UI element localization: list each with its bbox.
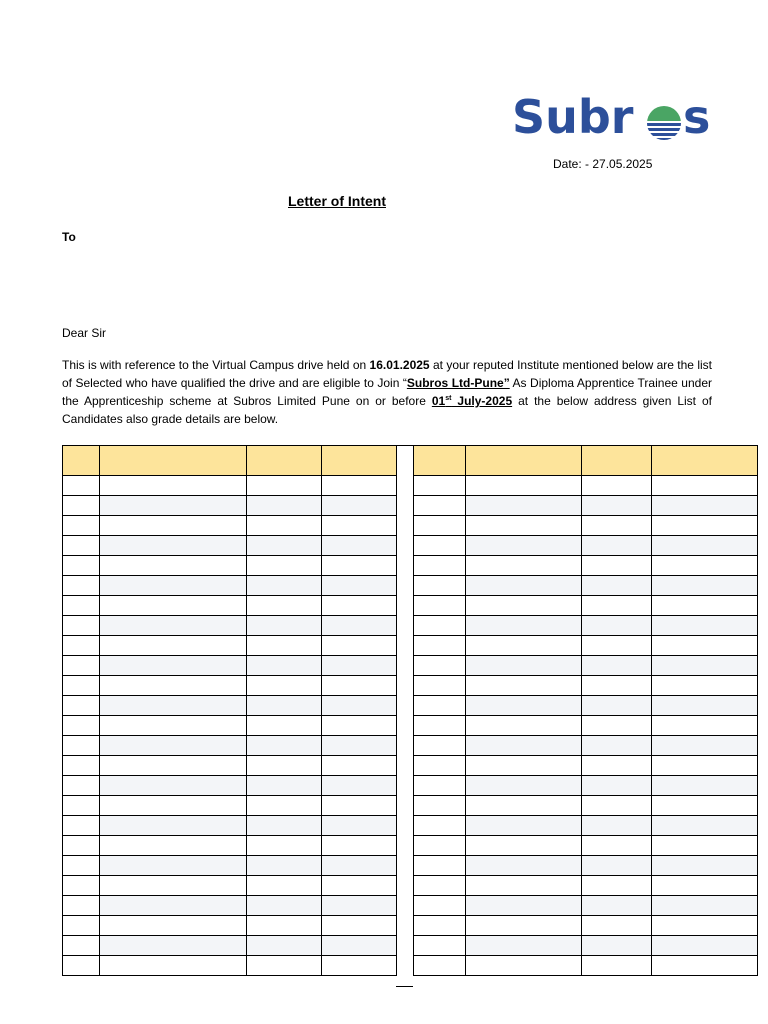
- right-table-cell: [652, 956, 758, 976]
- logo-wordmark-prefix: Subr: [512, 90, 634, 144]
- left-table-cell: [247, 776, 322, 796]
- left-table-cell: [247, 676, 322, 696]
- joining-date: [432, 394, 512, 408]
- left-table-cell: [247, 696, 322, 716]
- table-row: [63, 936, 397, 956]
- right-table-cell: [652, 776, 758, 796]
- right-table-cell: [652, 576, 758, 596]
- right-header-cell: [652, 446, 758, 476]
- right-table-cell: [652, 836, 758, 856]
- table-row: [63, 616, 397, 636]
- table-row: [63, 696, 397, 716]
- right-table-cell: [414, 776, 466, 796]
- para-text-3: As Diploma Apprentice Trainee under the Apprenticeship scheme at Subros Limited Pune on or before: [62, 376, 712, 408]
- table-row: [414, 776, 758, 796]
- left-table-cell: [100, 676, 247, 696]
- table-row: [414, 896, 758, 916]
- right-table-cell: [652, 936, 758, 956]
- left-table-cell: [322, 736, 397, 756]
- right-table-cell: [414, 836, 466, 856]
- right-table-cell: [582, 916, 652, 936]
- left-table-cell: [322, 676, 397, 696]
- left-table-cell: [247, 856, 322, 876]
- letter-date: Date: - 27.05.2025: [553, 157, 653, 171]
- left-table-cell: [63, 816, 100, 836]
- right-table-cell: [466, 536, 582, 556]
- right-table-cell: [582, 696, 652, 716]
- right-table-cell: [652, 556, 758, 576]
- table-row: [63, 756, 397, 776]
- right-table-cell: [652, 816, 758, 836]
- body-paragraph: [62, 356, 712, 428]
- table-row: [414, 556, 758, 576]
- table-row: [414, 796, 758, 816]
- table-row: [63, 736, 397, 756]
- left-table-cell: [63, 736, 100, 756]
- right-table-cell: [652, 756, 758, 776]
- left-table-cell: [63, 776, 100, 796]
- logo-o-icon: [645, 104, 683, 142]
- left-table-cell: [322, 596, 397, 616]
- table-row: [63, 916, 397, 936]
- left-table-cell: [100, 596, 247, 616]
- table-row: [414, 876, 758, 896]
- left-table-cell: [100, 816, 247, 836]
- left-table-cell: [63, 876, 100, 896]
- left-table-cell: [322, 816, 397, 836]
- table-row: [63, 656, 397, 676]
- right-table-cell: [582, 776, 652, 796]
- right-table-cell: [414, 756, 466, 776]
- table-row: [414, 576, 758, 596]
- right-table-cell: [582, 716, 652, 736]
- salutation: Dear Sir: [62, 326, 107, 340]
- left-table-cell: [100, 776, 247, 796]
- left-table-cell: [247, 716, 322, 736]
- left-header-cell: [100, 446, 247, 476]
- left-table-cell: [100, 656, 247, 676]
- left-table-cell: [322, 636, 397, 656]
- left-table-cell: [100, 716, 247, 736]
- table-row: [63, 576, 397, 596]
- right-table-cell: [466, 696, 582, 716]
- left-table-cell: [100, 696, 247, 716]
- right-table-cell: [466, 776, 582, 796]
- left-table-cell: [322, 716, 397, 736]
- right-table-cell: [652, 796, 758, 816]
- left-table-cell: [247, 796, 322, 816]
- left-table-cell: [247, 596, 322, 616]
- table-row: [63, 556, 397, 576]
- right-table-cell: [414, 476, 466, 496]
- left-table-cell: [100, 476, 247, 496]
- table-row: [63, 496, 397, 516]
- left-table-cell: [322, 616, 397, 636]
- table-row: [63, 776, 397, 796]
- table-row: [414, 696, 758, 716]
- left-table-cell: [63, 536, 100, 556]
- left-table-cell: [247, 656, 322, 676]
- left-table-cell: [63, 696, 100, 716]
- page-title: Letter of Intent: [288, 193, 386, 209]
- right-table-cell: [582, 616, 652, 636]
- right-table-cell: [652, 596, 758, 616]
- left-table-cell: [100, 616, 247, 636]
- right-table-cell: [466, 516, 582, 536]
- left-table-cell: [247, 916, 322, 936]
- left-table-cell: [63, 956, 100, 976]
- right-table-cell: [652, 876, 758, 896]
- left-table-cell: [100, 536, 247, 556]
- right-table-cell: [582, 796, 652, 816]
- right-table-cell: [652, 896, 758, 916]
- table-row: [414, 956, 758, 976]
- right-table-cell: [414, 676, 466, 696]
- left-table-cell: [100, 856, 247, 876]
- table-row: [414, 476, 758, 496]
- left-table-cell: [322, 556, 397, 576]
- right-table-cell: [466, 596, 582, 616]
- table-row: [63, 476, 397, 496]
- left-table-cell: [247, 836, 322, 856]
- table-row: [414, 936, 758, 956]
- left-table-cell: [100, 796, 247, 816]
- table-header-row: [414, 446, 758, 476]
- left-table-cell: [63, 476, 100, 496]
- left-table-cell: [100, 836, 247, 856]
- table-row: [414, 496, 758, 516]
- right-table-cell: [414, 956, 466, 976]
- right-table-cell: [582, 576, 652, 596]
- table-row: [414, 596, 758, 616]
- join-day: 01: [431, 394, 446, 408]
- table-row: [63, 536, 397, 556]
- right-table-cell: [414, 656, 466, 676]
- right-table-cell: [414, 876, 466, 896]
- right-table-cell: [466, 956, 582, 976]
- right-table-cell: [582, 856, 652, 876]
- table-row: [414, 536, 758, 556]
- table-row: [414, 516, 758, 536]
- left-table-cell: [63, 856, 100, 876]
- right-table-cell: [414, 576, 466, 596]
- left-table-cell: [63, 616, 100, 636]
- right-table-cell: [466, 876, 582, 896]
- right-table-cell: [652, 616, 758, 636]
- right-table-cell: [466, 576, 582, 596]
- left-header-cell: [322, 446, 397, 476]
- right-table-cell: [466, 856, 582, 876]
- logo-wordmark-suffix: s: [683, 90, 711, 144]
- right-table-cell: [466, 496, 582, 516]
- table-row: [414, 836, 758, 856]
- table-row: [414, 656, 758, 676]
- right-table-cell: [466, 756, 582, 776]
- right-table-cell: [466, 716, 582, 736]
- left-table-cell: [100, 876, 247, 896]
- table-row: [414, 756, 758, 776]
- right-table-cell: [466, 676, 582, 696]
- right-table-cell: [414, 796, 466, 816]
- right-table-cell: [652, 656, 758, 676]
- right-table-cell: [582, 896, 652, 916]
- left-table-cell: [322, 856, 397, 876]
- table-row: [63, 856, 397, 876]
- right-table-cell: [582, 816, 652, 836]
- left-table-cell: [63, 576, 100, 596]
- left-table-cell: [247, 496, 322, 516]
- candidate-table-right: [413, 445, 758, 976]
- right-table-cell: [466, 916, 582, 936]
- left-table-cell: [247, 956, 322, 976]
- left-table-cell: [322, 536, 397, 556]
- left-table-cell: [322, 836, 397, 856]
- right-table-cell: [414, 896, 466, 916]
- left-table-cell: [322, 696, 397, 716]
- right-table-cell: [582, 596, 652, 616]
- to-label: To: [62, 230, 76, 244]
- left-table-cell: [322, 496, 397, 516]
- right-header-cell: [414, 446, 466, 476]
- left-table-cell: [100, 636, 247, 656]
- table-row: [63, 796, 397, 816]
- right-table-cell: [414, 936, 466, 956]
- table-row: [63, 896, 397, 916]
- right-table-cell: [414, 696, 466, 716]
- left-table-cell: [247, 536, 322, 556]
- right-table-cell: [414, 816, 466, 836]
- table-row: [63, 516, 397, 536]
- right-table-cell: [414, 596, 466, 616]
- left-table-cell: [247, 816, 322, 836]
- left-table-cell: [247, 876, 322, 896]
- left-table-cell: [247, 476, 322, 496]
- left-table-cell: [100, 916, 247, 936]
- right-table-cell: [652, 496, 758, 516]
- right-table-cell: [582, 876, 652, 896]
- table-row: [63, 836, 397, 856]
- left-table-cell: [322, 516, 397, 536]
- table-row: [414, 716, 758, 736]
- left-table-cell: [322, 956, 397, 976]
- left-table-cell: [100, 516, 247, 536]
- table-row: [63, 596, 397, 616]
- table-row: [63, 956, 397, 976]
- right-table-cell: [466, 936, 582, 956]
- left-table-cell: [247, 556, 322, 576]
- right-table-cell: [652, 856, 758, 876]
- left-header-cell: [247, 446, 322, 476]
- left-table-cell: [322, 756, 397, 776]
- left-table-cell: [63, 556, 100, 576]
- right-table-cell: [414, 616, 466, 636]
- left-table-cell: [63, 676, 100, 696]
- right-table-cell: [582, 836, 652, 856]
- left-table-cell: [63, 656, 100, 676]
- left-table-cell: [247, 756, 322, 776]
- para-text-4: at the below address given List of Candidates also grade details are below.: [62, 394, 712, 426]
- left-table-cell: [100, 736, 247, 756]
- right-table-cell: [582, 536, 652, 556]
- right-table-cell: [414, 856, 466, 876]
- right-table-cell: [652, 476, 758, 496]
- join-month-year: July-2025: [451, 394, 513, 408]
- right-table-cell: [582, 936, 652, 956]
- table-row: [414, 616, 758, 636]
- left-table-cell: [247, 616, 322, 636]
- drive-date: 16.01.2025: [369, 358, 430, 372]
- left-table-cell: [63, 916, 100, 936]
- left-table-cell: [100, 896, 247, 916]
- table-row: [63, 636, 397, 656]
- right-table-cell: [652, 916, 758, 936]
- para-text-2: at your reputed Institute mentioned below are the list of Selected who have qualified the drive and are eligible to Join “: [62, 358, 712, 390]
- right-table-cell: [414, 636, 466, 656]
- left-table-cell: [247, 516, 322, 536]
- left-table-cell: [100, 556, 247, 576]
- para-text-1: This is with reference to the Virtual Campus drive held on: [62, 358, 370, 372]
- right-table-cell: [652, 696, 758, 716]
- table-row: [414, 816, 758, 836]
- join-day-suffix: st: [445, 395, 452, 402]
- right-table-cell: [582, 476, 652, 496]
- right-table-cell: [466, 656, 582, 676]
- left-table-cell: [100, 756, 247, 776]
- subros-logo: [512, 90, 716, 146]
- right-header-cell: [466, 446, 582, 476]
- left-table-cell: [63, 636, 100, 656]
- right-table-cell: [466, 736, 582, 756]
- right-table-cell: [466, 896, 582, 916]
- right-table-cell: [414, 716, 466, 736]
- table-row: [414, 636, 758, 656]
- table-divider: [396, 445, 413, 987]
- right-table-cell: [466, 616, 582, 636]
- table-row: [414, 856, 758, 876]
- right-table-cell: [466, 796, 582, 816]
- left-table-cell: [100, 576, 247, 596]
- left-table-cell: [322, 576, 397, 596]
- left-table-cell: [63, 936, 100, 956]
- right-table-cell: [582, 676, 652, 696]
- left-table-cell: [322, 876, 397, 896]
- right-table-cell: [652, 676, 758, 696]
- right-table-cell: [414, 736, 466, 756]
- left-table-cell: [247, 636, 322, 656]
- left-table-cell: [63, 596, 100, 616]
- left-table-cell: [63, 796, 100, 816]
- left-table-cell: [63, 716, 100, 736]
- right-table-cell: [652, 736, 758, 756]
- candidate-table-left: [62, 445, 397, 976]
- left-table-cell: [322, 936, 397, 956]
- right-table-cell: [466, 636, 582, 656]
- left-table-cell: [100, 496, 247, 516]
- left-table-cell: [322, 656, 397, 676]
- left-table-cell: [322, 896, 397, 916]
- left-header-cell: [63, 446, 100, 476]
- left-table-cell: [247, 936, 322, 956]
- right-table-cell: [652, 516, 758, 536]
- right-table-cell: [582, 736, 652, 756]
- left-table-cell: [322, 796, 397, 816]
- right-table-cell: [414, 536, 466, 556]
- right-table-cell: [652, 536, 758, 556]
- right-table-cell: [414, 516, 466, 536]
- left-table-cell: [63, 756, 100, 776]
- left-table-cell: [322, 916, 397, 936]
- right-table-cell: [466, 836, 582, 856]
- left-table-cell: [247, 576, 322, 596]
- table-row: [63, 816, 397, 836]
- left-table-cell: [100, 936, 247, 956]
- right-table-cell: [652, 636, 758, 656]
- left-table-cell: [63, 516, 100, 536]
- table-row: [63, 716, 397, 736]
- left-table-cell: [63, 496, 100, 516]
- table-row: [63, 876, 397, 896]
- right-table-cell: [652, 716, 758, 736]
- right-table-cell: [466, 476, 582, 496]
- left-table-cell: [100, 956, 247, 976]
- right-table-cell: [582, 656, 652, 676]
- table-header-row: [63, 446, 397, 476]
- right-table-cell: [582, 556, 652, 576]
- right-table-cell: [582, 756, 652, 776]
- left-table-cell: [63, 896, 100, 916]
- left-table-cell: [63, 836, 100, 856]
- right-header-cell: [582, 446, 652, 476]
- table-row: [414, 916, 758, 936]
- right-table-cell: [582, 956, 652, 976]
- right-table-cell: [582, 496, 652, 516]
- company-name: Subros Ltd-Pune”: [406, 376, 510, 390]
- left-table-cell: [247, 736, 322, 756]
- right-table-cell: [466, 816, 582, 836]
- table-row: [63, 676, 397, 696]
- table-row: [414, 736, 758, 756]
- left-table-cell: [247, 896, 322, 916]
- right-table-cell: [414, 556, 466, 576]
- right-table-cell: [414, 916, 466, 936]
- table-row: [414, 676, 758, 696]
- left-table-cell: [322, 476, 397, 496]
- left-table-cell: [322, 776, 397, 796]
- right-table-cell: [582, 516, 652, 536]
- right-table-cell: [582, 636, 652, 656]
- right-table-cell: [466, 556, 582, 576]
- right-table-cell: [414, 496, 466, 516]
